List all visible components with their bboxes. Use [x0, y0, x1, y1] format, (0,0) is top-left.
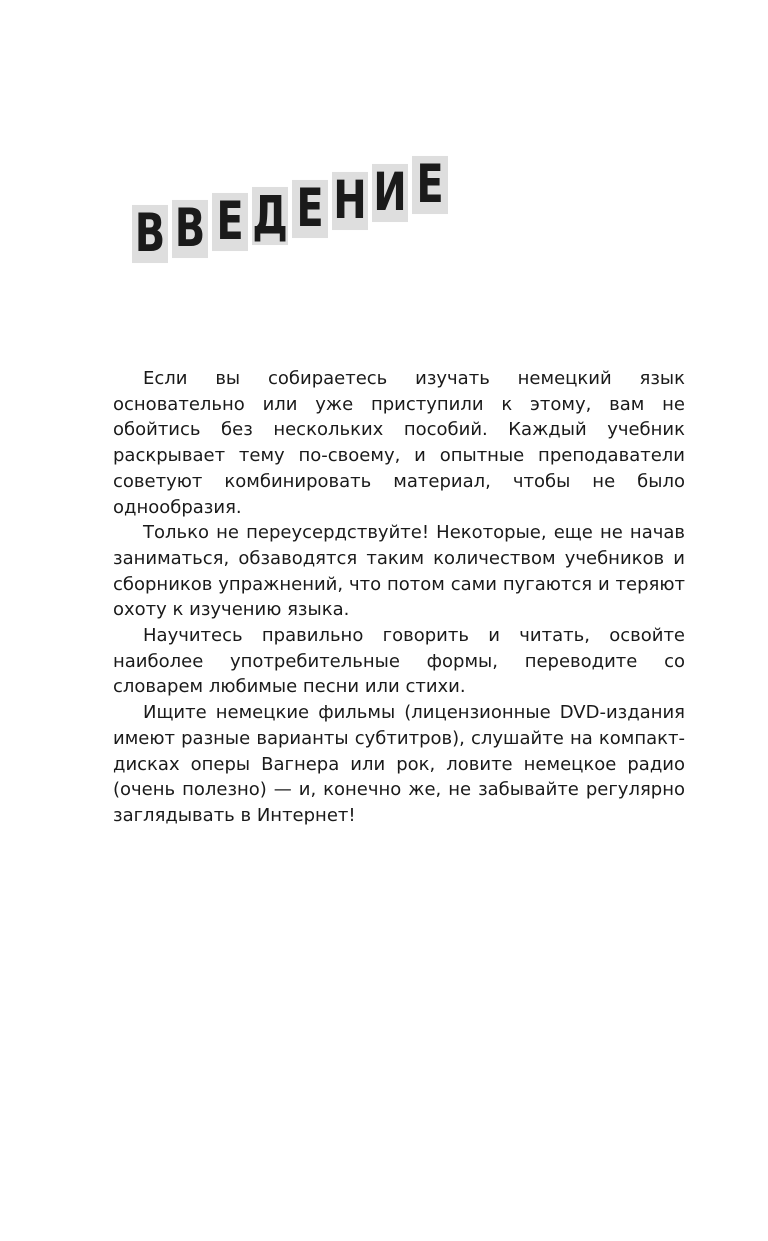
heading-letter: Н — [333, 170, 367, 232]
heading-letter: Е — [416, 154, 444, 216]
heading-letter: В — [174, 198, 206, 260]
heading-letter: И — [373, 162, 407, 224]
heading-letter-tile — [132, 205, 168, 263]
heading-letter-tile — [412, 156, 448, 214]
paragraph: Если вы собираетесь изучать немецкий язык основательно или уже приступили к этому, вам не обойтись без нескольких пособий. Каждый учебник раскрывает тему по-своему, и опытные преподаватели советуют комбинировать материал, чтобы не было однообразия. — [113, 368, 685, 518]
heading-letter: Е — [296, 178, 324, 240]
paragraph: Ищите немецкие фильмы (лицензионные DVD-издания имеют разные варианты субтитров), слушайте на компакт-дисках оперы Вагнера или рок, ловите немецкое радио (очень полезно) — и, конечно же, не забывайте регулярно заглядывать в Интернет! — [113, 702, 685, 826]
paragraph: Только не переусердствуйте! Некоторые, еще не начав заниматься, обзаводятся таким количеством учебников и сборников упражнений, что потом сами пугаются и теряют охоту к изучению языка. — [113, 522, 685, 621]
heading-letter: Д — [252, 185, 288, 247]
heading-letter-tile — [172, 200, 208, 258]
heading-letter: В — [134, 203, 166, 265]
heading-letter-tile — [212, 193, 248, 251]
heading-letter-tile — [332, 172, 368, 230]
introduction-text — [113, 366, 685, 829]
heading-letter-tile — [292, 180, 328, 238]
paragraph: Научитесь правильно говорить и читать, освойте наиболее употребительные формы, переводите со словарем любимые песни или стихи. — [113, 625, 685, 698]
heading-letter-tile — [372, 164, 408, 222]
heading-letter: Е — [216, 191, 244, 253]
heading-letter-tile — [252, 187, 288, 245]
chapter-heading — [132, 150, 452, 272]
